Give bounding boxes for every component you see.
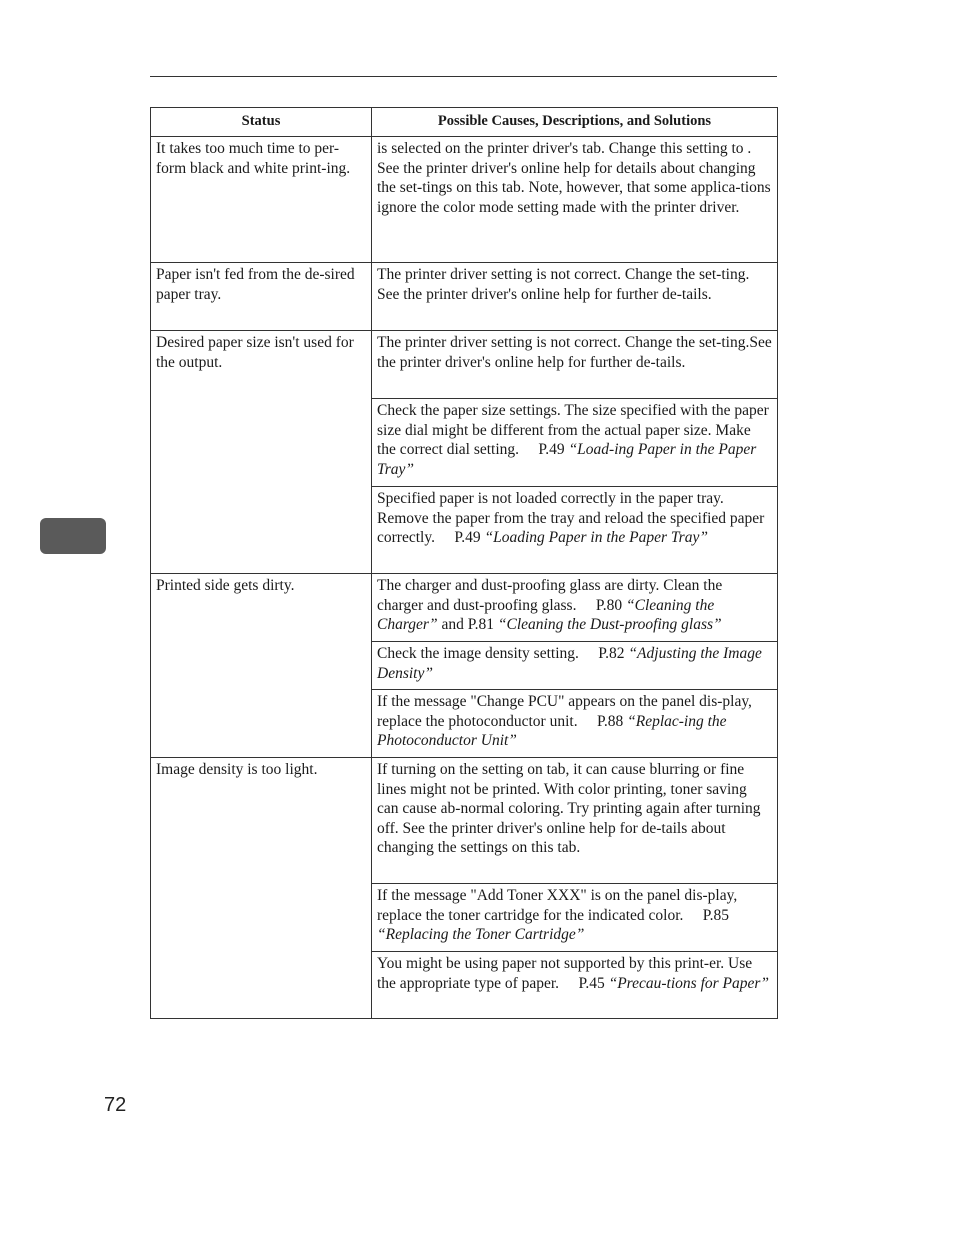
status-cell: Printed side gets dirty. xyxy=(151,574,372,758)
cause-cell: The printer driver setting is not correct. Change the set-ting. See the printer driver's online help for further de-tails. xyxy=(372,263,778,331)
table-row xyxy=(151,331,778,399)
header-rule xyxy=(150,76,777,77)
cause-text: If the message "Add Toner XXX" is on the panel dis-play, replace the toner cartridge for the indicated color. xyxy=(377,887,738,924)
ref-title: “Precau-tions for Paper” xyxy=(608,974,770,992)
table-row xyxy=(151,574,778,642)
troubleshooting-table xyxy=(150,107,778,1019)
cause-text: Check the paper size settings. The size specified with the paper size dial might be different from the actual paper size. Make the correct dial setting. xyxy=(377,402,769,459)
page-ref: P.85 xyxy=(702,906,730,924)
cause-text: Check the image density setting. xyxy=(377,645,579,662)
cause-cell xyxy=(372,952,778,1019)
status-cell: It takes too much time to per-form black and white print-ing. xyxy=(151,137,372,263)
chapter-tab xyxy=(40,518,106,554)
ref-title: “Adjusting the Image Density” xyxy=(377,645,762,682)
page-ref: P.45 xyxy=(578,974,605,992)
cause-text: You might be using paper not supported by this print-er. Use the appropriate type of paper. xyxy=(377,955,753,992)
table-row xyxy=(151,758,778,884)
ref-title: “Load-ing Paper in the Paper Tray” xyxy=(377,441,757,478)
cause-cell xyxy=(372,399,778,487)
table-row xyxy=(151,263,778,331)
cause-cell xyxy=(372,574,778,642)
ref-joiner: and xyxy=(441,616,464,634)
page-ref: P.81 xyxy=(467,616,494,634)
cause-text: If the message "Change PCU" appears on the panel dis-play, replace the photoconductor unit. xyxy=(377,693,752,730)
page-ref: P.82 xyxy=(598,645,625,662)
page-ref: P.80 xyxy=(595,596,623,614)
page-number: 72 xyxy=(104,1094,127,1116)
cause-cell xyxy=(372,642,778,690)
cause-text: The charger and dust-proofing glass are dirty. Clean the charger and dust-proofing glass. xyxy=(377,577,723,614)
cause-cell: is selected on the printer driver's tab. Change this setting to . See the printer driver's online help for details about changing the set-tings on this tab. Note, however, that some applica-tions ignore the color mode setting made with the printer driver. xyxy=(372,137,778,263)
table-header-row xyxy=(151,108,778,137)
ref-title: “Replacing the Toner Cartridge” xyxy=(377,926,585,944)
cause-cell: The printer driver setting is not correct. Change the set-ting.See the printer driver's online help for further de-tails. xyxy=(372,331,778,399)
status-cell: Image density is too light. xyxy=(151,758,372,1019)
page-ref: P.49 xyxy=(538,441,565,459)
causes-column-header: Possible Causes, Descriptions, and Solutions xyxy=(372,108,778,137)
cause-cell xyxy=(372,884,778,952)
status-cell: Desired paper size isn't used for the output. xyxy=(151,331,372,574)
ref-title: “Cleaning the Charger” xyxy=(377,596,715,634)
status-column-header: Status xyxy=(151,108,372,137)
page-ref: P.49 xyxy=(454,529,481,547)
cause-text: Specified paper is not loaded correctly in the paper tray. Remove the paper from the tray and reload the specified paper correctly. xyxy=(377,490,765,547)
ref-title: “Loading Paper in the Paper Tray” xyxy=(484,529,708,547)
status-cell: Paper isn't fed from the de-sired paper tray. xyxy=(151,263,372,331)
table-row xyxy=(151,137,778,263)
cause-cell xyxy=(372,487,778,574)
cause-cell xyxy=(372,690,778,758)
page-ref: P.88 xyxy=(596,712,624,730)
ref-title: “Replac-ing the Photoconductor Unit” xyxy=(377,712,727,750)
ref-title: “Cleaning the Dust-proofing glass” xyxy=(497,616,722,634)
cause-cell: If turning on the setting on tab, it can cause blurring or fine lines might not be printed. With color printing, toner saving can cause ab-normal coloring. Try printing again after turning off. See the printer driver's online help for de-tails about changing the settings on this tab. xyxy=(372,758,778,884)
